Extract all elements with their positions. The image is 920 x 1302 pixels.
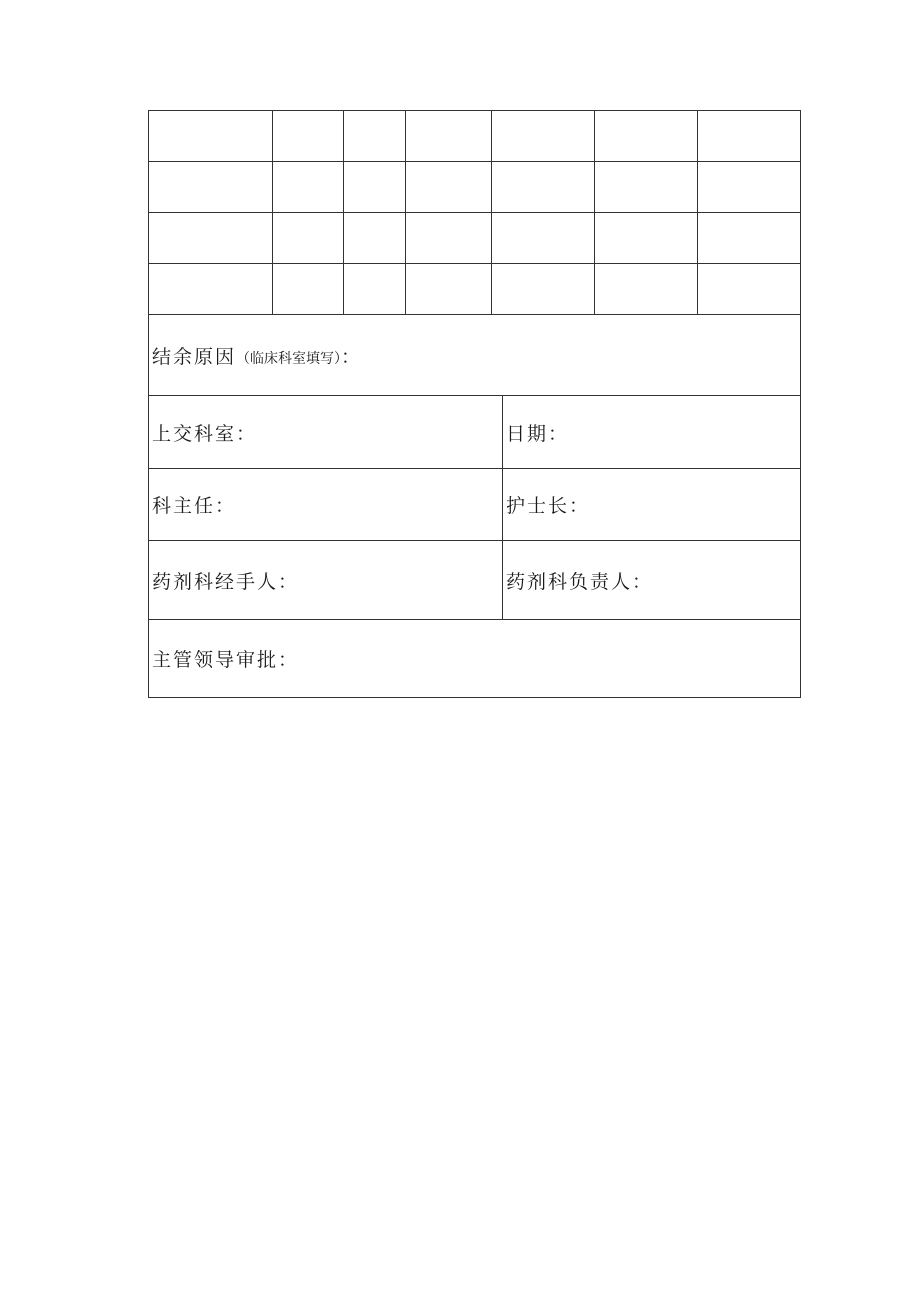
table-cell [344,264,406,315]
table-cell [492,162,595,213]
table-row [149,264,801,315]
reason-colon: ： [341,345,363,368]
table-cell [344,162,406,213]
table-cell [492,264,595,315]
table-row [149,111,801,162]
table-cell [149,213,273,264]
table-cell [149,264,273,315]
signature-row [149,620,801,698]
reason-label: 结余原因 [152,345,237,368]
table-row [149,162,801,213]
table-cell [149,162,273,213]
table-cell [406,162,492,213]
table-cell [406,213,492,264]
reason-row [149,315,801,396]
table-cell [273,162,344,213]
supervisor-approval-field: 主管领导审批： [149,620,801,698]
table-cell [344,111,406,162]
signature-row [149,396,801,469]
table-cell [698,264,801,315]
drug-return-form-table [148,110,801,698]
table-cell [273,213,344,264]
table-cell [595,111,698,162]
submitting-dept-field: 上交科室： [149,396,503,469]
date-field: 日期： [503,396,801,469]
table-cell [595,162,698,213]
table-cell [595,213,698,264]
pharmacy-head-field: 药剂科负责人： [503,541,801,620]
reason-field [149,315,801,396]
table-cell [698,111,801,162]
table-cell [492,111,595,162]
reason-note: （临床科室填写） [236,350,342,367]
signature-row [149,469,801,541]
dept-director-field: 科主任： [149,469,503,541]
table-cell [344,213,406,264]
table-cell [698,213,801,264]
table-cell [149,111,273,162]
table-cell [406,111,492,162]
pharmacy-handler-field: 药剂科经手人： [149,541,503,620]
table-cell [273,111,344,162]
table-row [149,213,801,264]
table-cell [273,264,344,315]
table-cell [698,162,801,213]
table-cell [406,264,492,315]
table-cell [492,213,595,264]
signature-row [149,541,801,620]
table-cell [595,264,698,315]
head-nurse-field: 护士长： [503,469,801,541]
